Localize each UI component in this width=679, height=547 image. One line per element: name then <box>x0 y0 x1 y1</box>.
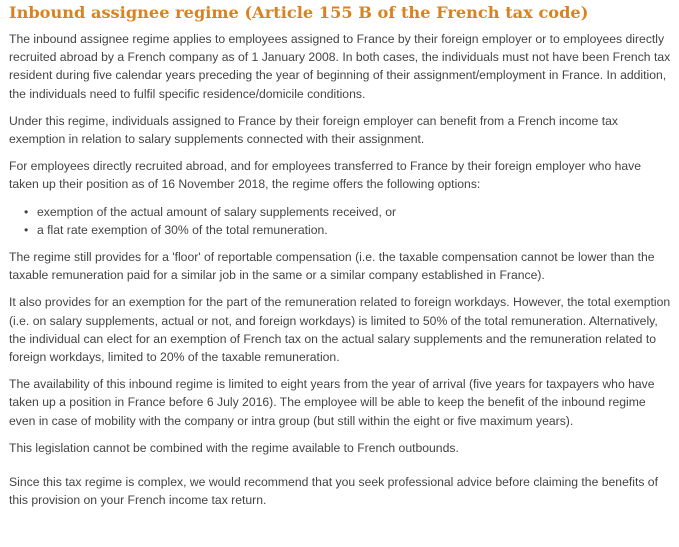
paragraph-floor: The regime still provides for a 'floor' of reportable compensation (i.e. the taxable compensation cannot be lower than the taxable remuneration paid for a similar job in the same or a similar company established in France). <box>9 250 655 283</box>
page-title: Inbound assignee regime (Article 155 B of the French tax code) <box>9 3 589 22</box>
paragraph-eligibility: The inbound assignee regime applies to employees assigned to France by their foreign employer or to employees directly recruited abroad by a French company as of 1 January 2008. In both cases, the individuals must not have been French tax resident during five calendar years preceding the year of beginning of their assignment/employment in France. In addition, the individuals need to fulfil specific residence/domicile conditions. <box>9 32 671 101</box>
list-item <box>24 221 673 239</box>
paragraph-assigned-employees: Under this regime, individuals assigned to France by their foreign employer can benefit from a French income tax exemption in relation to salary supplements connected with their assignment. <box>9 113 618 147</box>
paragraph-advice: Since this tax regime is complex, we would recommend that you seek professional advice before claiming the benefits of this provision on your French income tax return. <box>9 475 658 508</box>
bullet-icon: • <box>24 204 29 219</box>
options-list <box>9 203 673 239</box>
paragraph-foreign-workdays: It also provides for an exemption for the part of the remuneration related to foreign workdays. However, the total exemption (i.e. on salary supplements, actual or not, and foreign workdays) is limited to 50% of the total remuneration. Alternatively, the individual can elect for an exemption of French tax on the actual salary supplements and the remuneration related to foreign workdays, limited to 20% of the taxable remuneration. <box>9 295 671 365</box>
list-item <box>24 203 673 221</box>
list-item-text: exemption of the actual amount of salary supplements received, or <box>37 204 397 219</box>
bullet-icon: • <box>24 222 29 237</box>
list-item-text: a flat rate exemption of 30% of the total remuneration. <box>37 222 328 237</box>
paragraph-availability: The availability of this inbound regime is limited to eight years from the year of arrival (five years for taxpayers who have taken up a position in France before 6 July 2016). The employee will be able to keep the benefit of the inbound regime even in case of mobility with the company or intra group (but still within the eight or five maximum years). <box>9 377 655 428</box>
paragraph-options-intro: For employees directly recruited abroad, and for employees transferred to France by their foreign employer who have taken up their position as of 16 November 2018, the regime offers the following options: <box>9 159 642 192</box>
paragraph-outbounds: This legislation cannot be combined with the regime available to French outbounds. <box>9 440 459 455</box>
